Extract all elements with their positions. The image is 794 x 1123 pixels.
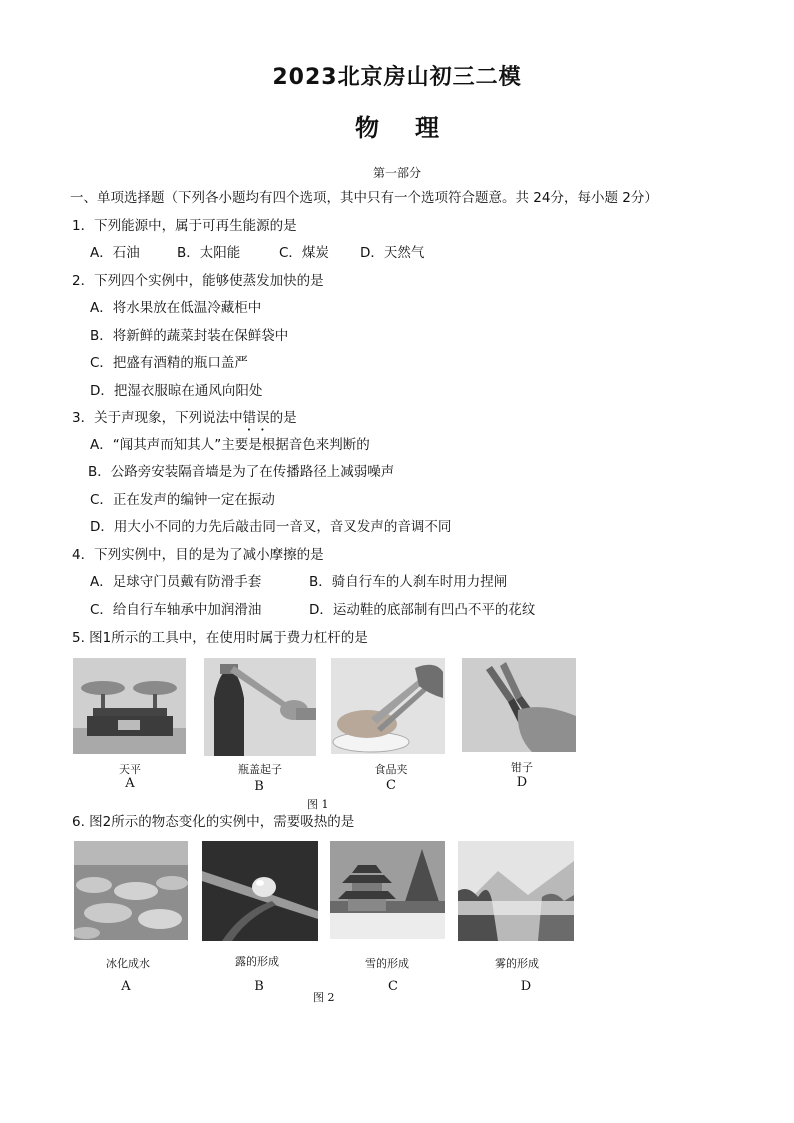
- food-tongs-photo: [331, 658, 445, 754]
- ice-melting-photo: [74, 841, 188, 940]
- q1-option-c: C．煤炭: [279, 245, 329, 261]
- q3-stem-post: 的是: [269, 410, 297, 426]
- q3-option-b: B．公路旁安装隔音墙是为了在传播路径上减弱噪声: [88, 464, 395, 480]
- snow-temple-photo: [330, 841, 445, 939]
- fig2-caption-a: 冰化成水: [106, 957, 150, 970]
- q2-option-a: A．将水果放在低温冷藏柜中: [90, 300, 262, 316]
- fig1-caption-d: 钳子: [511, 761, 533, 774]
- question-2-stem: 2．下列四个实例中，能够使蒸发加快的是: [72, 273, 324, 289]
- q4-option-c: C．给自行车轴承中加润滑油: [90, 602, 262, 618]
- fig2-caption-c: 雪的形成: [365, 957, 409, 970]
- q4-option-d: D．运动鞋的底部制有凹凸不平的花纹: [309, 602, 536, 618]
- q4-option-a: A．足球守门员戴有防滑手套: [90, 574, 262, 590]
- fig1-letter-c: C: [386, 778, 396, 793]
- question-5-stem: 5. 图1所示的工具中，在使用时属于费力杠杆的是: [72, 630, 368, 646]
- subject-title: 物理: [355, 114, 475, 142]
- dew-drop-photo: [202, 841, 318, 941]
- fig2-caption-b: 露的形成: [235, 955, 279, 968]
- fig2-caption-d: 雾的形成: [495, 957, 539, 970]
- q3-stem-emphasis: 错误: [242, 410, 270, 426]
- q2-option-d: D．把湿衣服晾在通风向阳处: [90, 383, 263, 399]
- question-4-stem: 4．下列实例中，目的是为了减小摩擦的是: [72, 547, 324, 563]
- balance-scale-photo: [73, 658, 186, 754]
- fig1-letter-a: A: [125, 776, 135, 791]
- question-1-stem: 1．下列能源中，属于可再生能源的是: [72, 218, 297, 234]
- question-3-stem: [72, 409, 297, 434]
- fig2-letter-d: D: [520, 979, 532, 994]
- fig1-letter-d: D: [516, 775, 528, 790]
- fig1-caption-a: 天平: [119, 763, 141, 776]
- pliers-photo: [462, 658, 576, 752]
- q1-option-a: A．石油: [90, 245, 140, 261]
- q3-option-d: D．用大小不同的力先后敲击同一音叉，音叉发声的音调不同: [90, 519, 452, 535]
- q4-option-b: B．骑自行车的人刹车时用力捏闸: [309, 574, 508, 590]
- fig1-letter-b: B: [254, 779, 264, 794]
- fig2-letter-b: B: [254, 979, 264, 994]
- q3-option-a: A．“闻其声而知其人”主要是根据音色来判断的: [90, 437, 370, 453]
- fig1-caption-c: 食品夹: [374, 763, 408, 776]
- section-heading: 一、单项选择题（下列各小题均有四个选项，其中只有一个选项符合题意。共 24分，每小题 2分）: [70, 190, 658, 206]
- figure-2-label: 图 2: [313, 991, 335, 1004]
- q2-option-c: C．把盛有酒精的瓶口盖严: [90, 355, 248, 371]
- fog-mountain-photo: [458, 841, 574, 941]
- q3-stem-pre: 3．关于声现象，下列说法中: [72, 410, 243, 426]
- fig1-caption-b: 瓶盖起子: [238, 763, 282, 776]
- q3-option-c: C．正在发声的编钟一定在振动: [90, 492, 275, 508]
- exam-title: 2023北京房山初三二模: [272, 65, 522, 90]
- question-6-stem: 6. 图2所示的物态变化的实例中，需要吸热的是: [72, 814, 355, 830]
- bottle-opener-photo: [204, 658, 316, 756]
- fig2-letter-a: A: [121, 979, 131, 994]
- fig2-letter-c: C: [388, 979, 398, 994]
- q1-option-d: D．天然气: [360, 245, 425, 261]
- part-heading: 第一部分: [372, 166, 421, 180]
- q1-option-b: B．太阳能: [177, 245, 241, 261]
- figure-1-label: 图 1: [307, 798, 329, 811]
- q2-option-b: B．将新鲜的蔬菜封装在保鲜袋中: [90, 328, 289, 344]
